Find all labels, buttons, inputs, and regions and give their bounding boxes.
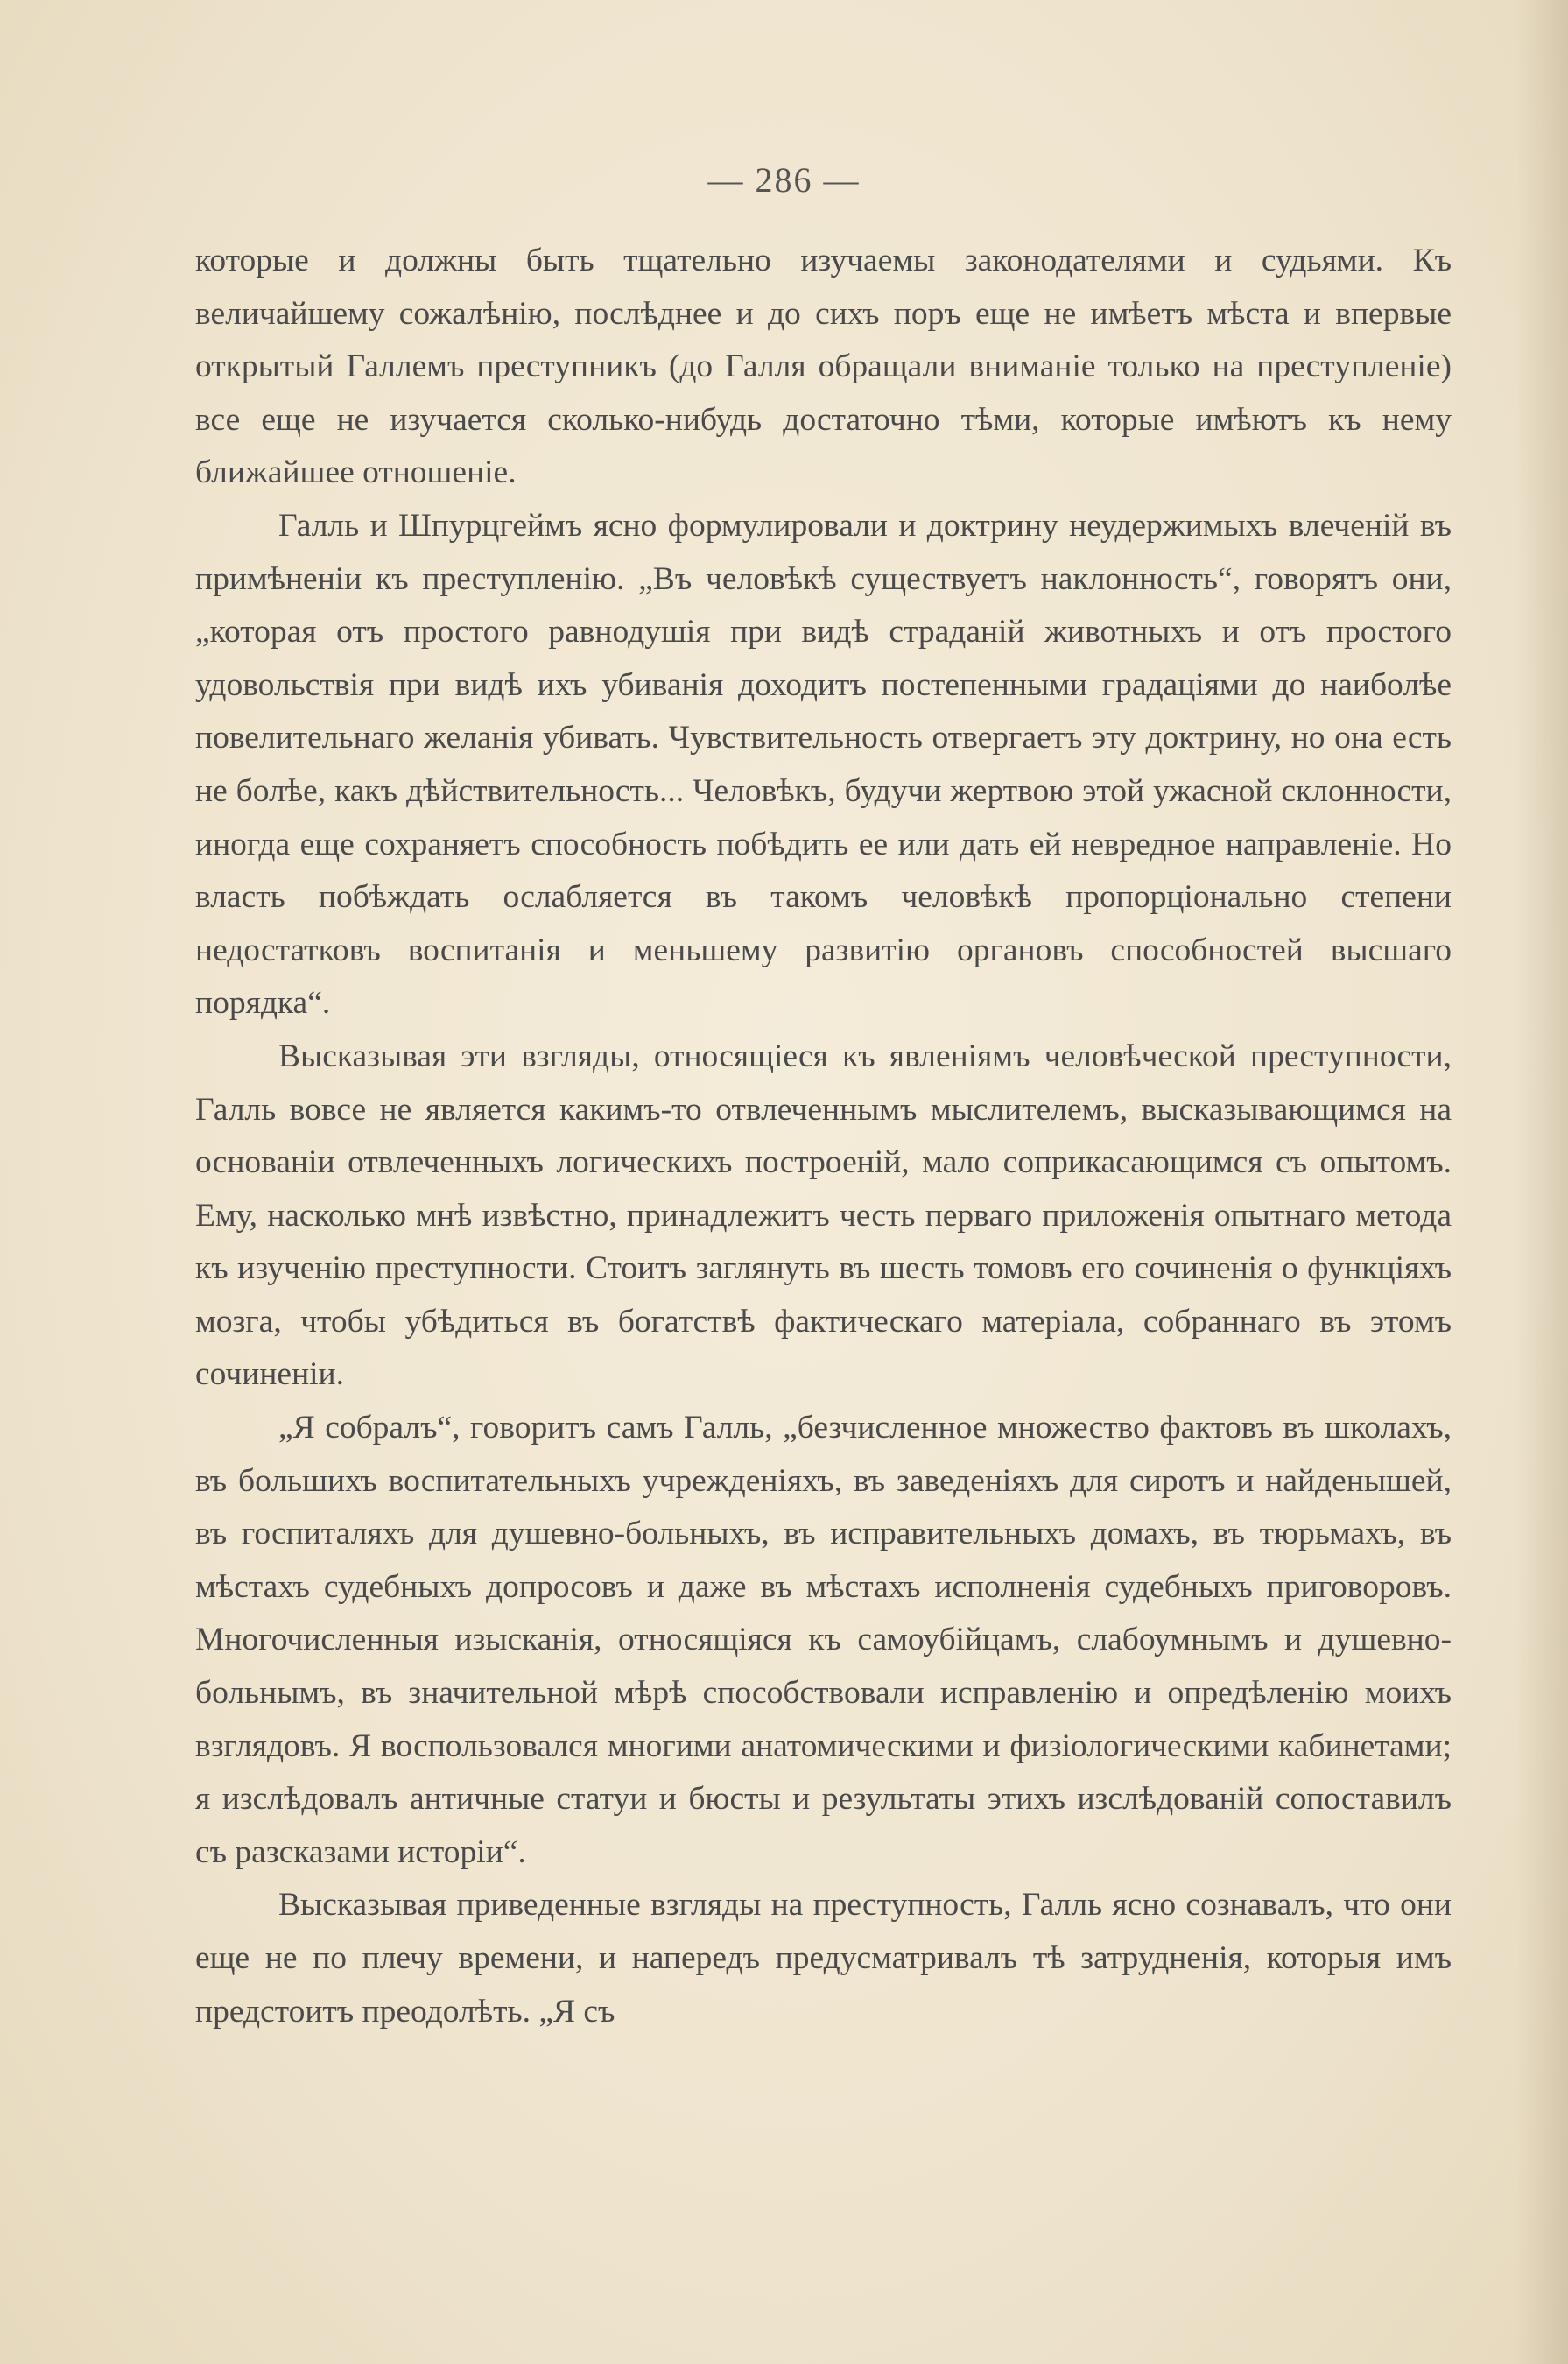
paragraph-5: Высказывая приведенные взгляды на преступность, Галль ясно сознавалъ, что они еще не по плечу времени, и напередъ предусматривалъ тѣ затрудненія, которыя имъ предстоитъ преодолѣть. „Я съ — [195, 1887, 1452, 2030]
paragraph-3: Высказывая эти взгляды, относящіеся къ явленіямъ человѣческой преступности, Галль вовсе не является какимъ-то отвлеченнымъ мыслителемъ, высказывающимся на основаніи отвлеченныхъ логическихъ построеній, мало соприкасающимся съ опытомъ. Ему, насколько мнѣ извѣстно, принадлежитъ честь перваго приложенія опытнаго метода къ изученію преступности. Стоитъ заглянуть въ шесть томовъ его сочиненія о функціяхъ мозга, чтобы убѣдиться въ богатствѣ фактическаго матеріала, собраннаго въ этомъ сочиненіи. — [195, 1038, 1452, 1393]
paragraph-1: которые и должны быть тщательно изучаемы законодателями и судьями. Къ величайшему сожалѣнію, послѣднее и до сихъ поръ еще не имѣетъ мѣста и впервые открытый Галлемъ преступникъ (до Галля обращали вниманіе только на преступленіе) все еще не изучается сколько-нибудь достаточно тѣми, которые имѣютъ къ нему ближайшее отношеніе. — [195, 243, 1452, 491]
paragraph-4: „Я собралъ“, говоритъ самъ Галль, „безчисленное множество фактовъ въ школахъ, въ большихъ воспитательныхъ учрежденіяхъ, въ заведеніяхъ для сиротъ и найденышей, въ госпиталяхъ для душевно-больныхъ, въ исправительныхъ домахъ, въ тюрьмахъ, въ мѣстахъ судебныхъ допросовъ и даже въ мѣстахъ исполненія судебныхъ приговоровъ. Многочисленныя изысканія, относящіяся къ самоубійцамъ, слабоумнымъ и душевно-больнымъ, въ значительной мѣрѣ способствовали исправленію и опредѣленію моихъ взглядовъ. Я воспользовался многими анатомическими и физіологическими кабинетами; я изслѣдовалъ античные статуи и бюсты и результаты этихъ изслѣдованій сопоставилъ съ разсказами исторіи“. — [195, 1410, 1452, 1870]
paragraph-2: Галль и Шпурцгеймъ ясно формулировали и доктрину неудержимыхъ влеченій въ примѣненіи къ преступленію. „Въ человѣкѣ существуетъ наклонность“, говорятъ они, „которая отъ простого равнодушія при видѣ страданій животныхъ и отъ простого удовольствія при видѣ ихъ убиванія доходитъ постепенными градаціями до наиболѣе повелительнаго желанія убивать. Чувствительность отвергаетъ эту доктрину, но она есть не болѣе, какъ дѣйствительность... Человѣкъ, будучи жертвою этой ужасной склонности, иногда еще сохраняетъ способность побѣдить ее или дать ей невредное направленіе. Но власть побѣждать ослабляется въ такомъ человѣкѣ пропорціонально степени недостатковъ воспитанія и меньшему развитію органовъ способностей высшаго порядка“. — [195, 507, 1452, 1022]
body-text — [195, 235, 1452, 2038]
page-edge-shadow — [1515, 0, 1568, 2364]
page-number: — 286 — — [707, 160, 861, 200]
